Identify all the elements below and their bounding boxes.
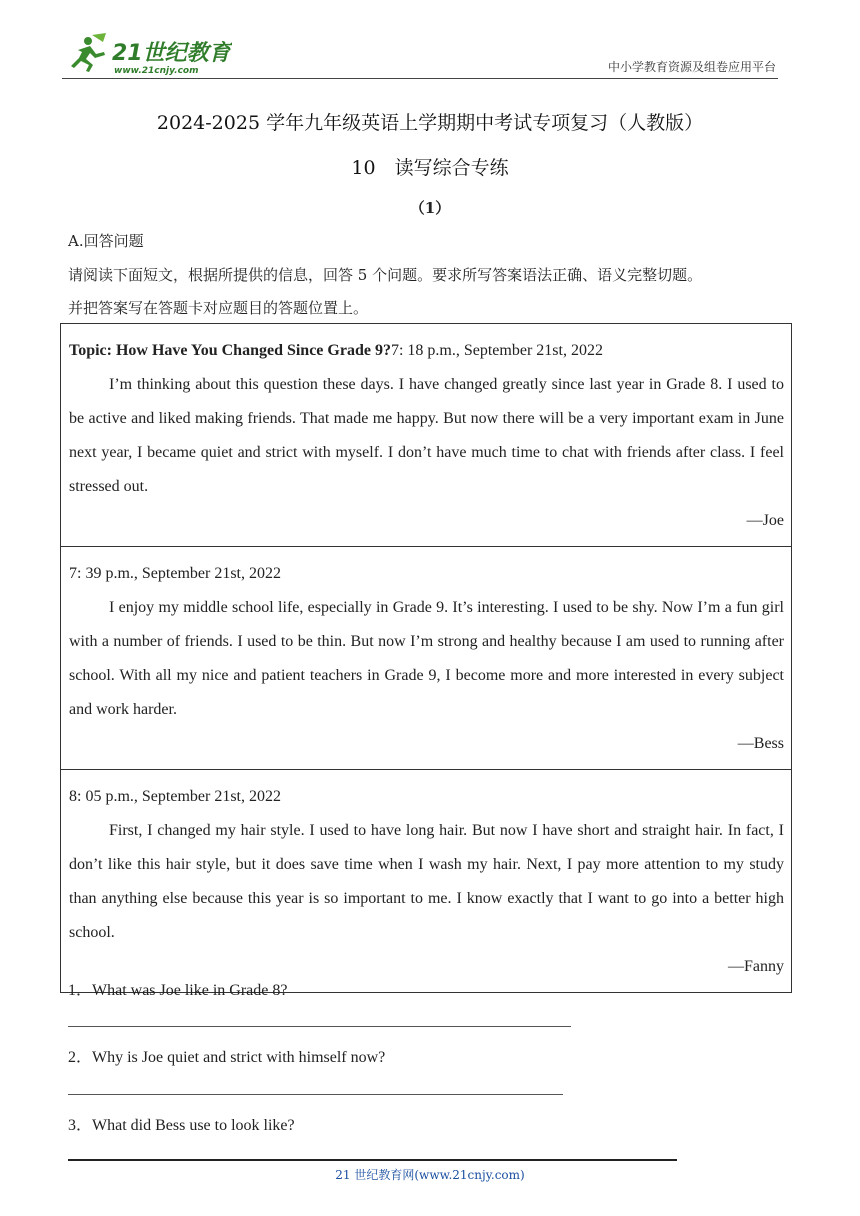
answer-line-2[interactable] [68, 1094, 563, 1095]
page-header [62, 32, 778, 79]
post-time: 7: 18 p.m., September 21st, 2022 [390, 342, 603, 359]
answer-line-1[interactable] [68, 1026, 571, 1027]
svg-text:www.21cnjy.com: www.21cnjy.com [114, 66, 199, 76]
question-2: 2．Why is Joe quiet and strict with himself now? [68, 1049, 386, 1066]
answer-line-3[interactable] [68, 1159, 677, 1161]
question-1: 1．What was Joe like in Grade 8? [68, 982, 288, 999]
part-number: （1） [409, 199, 451, 217]
svg-text:21世纪教育: 21世纪教育 [112, 41, 231, 66]
post-time: 7: 39 p.m., September 21st, 2022 [69, 565, 281, 582]
post-author: —Fanny [728, 958, 784, 975]
instructions-line-2: 并把答案写在答题卡对应题目的答题位置上。 [68, 299, 369, 317]
post-author: —Joe [746, 512, 784, 529]
instructions-line-1: 请阅读下面短文，根据所提供的信息，回答 5 个问题。要求所写答案语法正确、语义完整切题。 [68, 266, 703, 284]
post-time: 8: 05 p.m., September 21st, 2022 [69, 788, 281, 805]
page-footer: 21 世纪教育网(www.21cnjy.com) [335, 1168, 525, 1182]
section-heading: A.回答问题 [68, 232, 144, 250]
page-subtitle: 10 读写综合专练 [351, 157, 509, 179]
post-fanny [61, 770, 791, 993]
post-author: —Bess [737, 735, 784, 752]
post-header [69, 334, 784, 368]
platform-name: 中小学教育资源及组卷应用平台 [607, 60, 776, 74]
forum-posts-table [60, 323, 792, 993]
post-topic: Topic: How Have You Changed Since Grade 9? [69, 342, 391, 359]
post-body: First, I changed my hair style. I used to have long hair. But now I have short and straight hair. In fact, I don’t like this hair style, but it does save time when I wash my hair. Next, I pay more attention to my study than anything else because this year is so important to me. I know exactly that I want to go into a better high school. [69, 822, 784, 941]
post-bess [61, 547, 791, 770]
question-3: 3．What did Bess use to look like? [68, 1117, 295, 1134]
21cnjy-logo [62, 32, 232, 76]
post-body: I’m thinking about this question these days. I have changed greatly since last year in Grade 8. I used to be active and liked making friends. That made me happy. But now there will be a very important exam in June next year, I became quiet and strict with myself. I don’t have much time to chat with friends after class. I feel stressed out. [69, 376, 784, 495]
post-joe [61, 324, 791, 547]
post-body: I enjoy my middle school life, especially in Grade 9. It’s interesting. I used to be shy. Now I’m a fun girl with a number of friends. I used to be thin. But now I’m strong and healthy because I am used to running after school. With all my nice and patient teachers in Grade 9, I become more and more interested in every subject and work harder. [69, 599, 784, 718]
page-title: 2024-2025 学年九年级英语上学期期中考试专项复习（人教版） [156, 112, 704, 134]
